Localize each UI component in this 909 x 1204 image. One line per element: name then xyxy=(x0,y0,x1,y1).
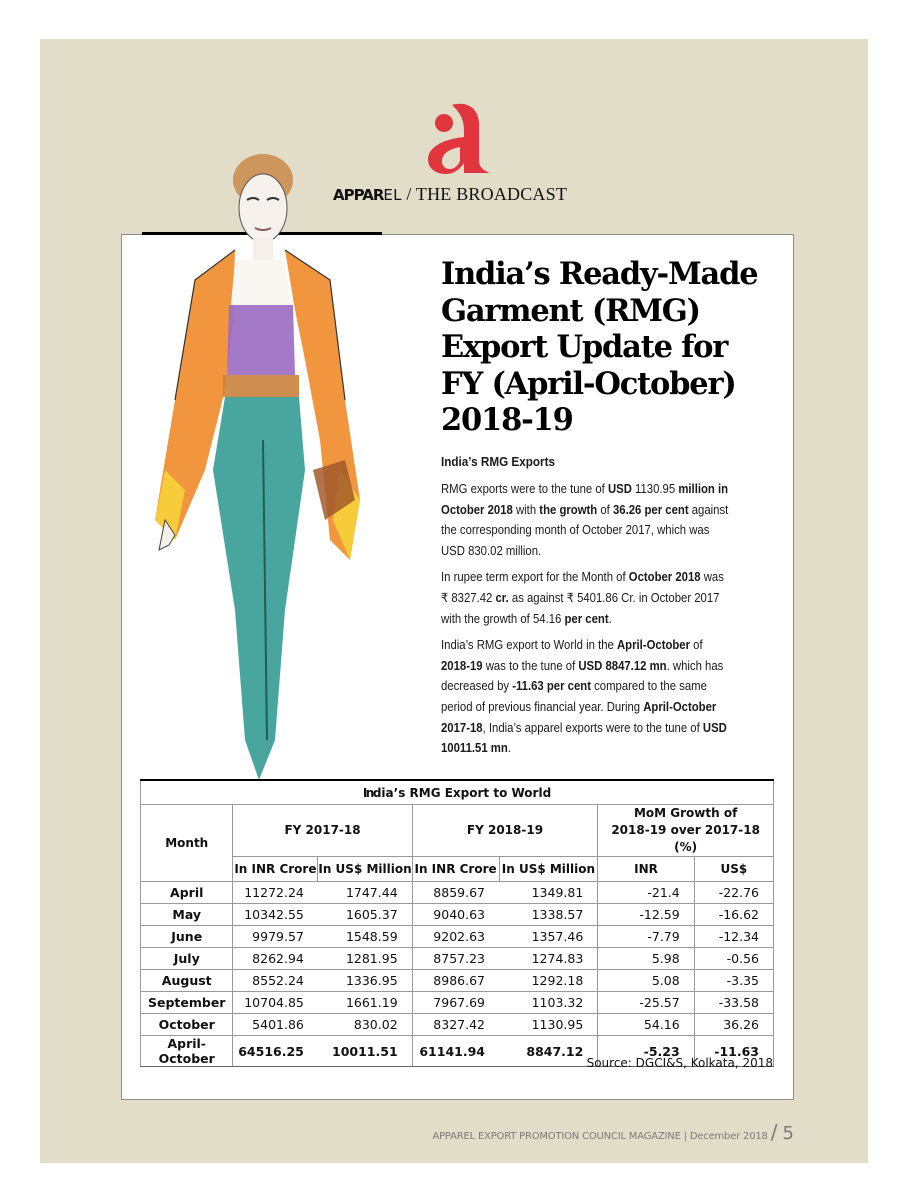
header-inr-crore-1819: In INR Crore xyxy=(412,857,499,882)
inr-1819-cell: 7967.69 xyxy=(412,992,499,1014)
inr-1819-cell: 8986.67 xyxy=(412,970,499,992)
usd-1718-cell: 1605.37 xyxy=(318,904,412,926)
emphasis-text: USD xyxy=(607,482,632,496)
table-row xyxy=(141,992,774,1014)
header-mom-growth: MoM Growth of 2018-19 over 2017-18 (%) xyxy=(598,805,774,857)
usd-1819-cell: 1357.46 xyxy=(499,926,598,948)
body-text: . which has decreased by xyxy=(441,658,724,694)
article-subheading: India’s RMG Exports xyxy=(441,454,555,469)
page-number: 5 xyxy=(782,1123,794,1144)
inr-1819-cell: 8327.42 xyxy=(412,1014,499,1036)
body-text: compared to the same period of previous financial year. During xyxy=(441,679,707,714)
article-paragraph xyxy=(441,479,731,561)
growth-inr-cell: -25.57 xyxy=(598,992,694,1014)
body-text: RMG exports were to the tune of xyxy=(441,482,608,496)
usd-1718-cell: 830.02 xyxy=(318,1014,412,1036)
header-growth-usd: US$ xyxy=(694,857,773,882)
growth-usd-cell: 36.26 xyxy=(694,1014,773,1036)
table-row xyxy=(141,904,774,926)
usd-1718-cell: 1336.95 xyxy=(318,970,412,992)
table-source: Source: DGCI&S, Kolkata, 2018 xyxy=(586,1056,773,1070)
brand-name-light: EL xyxy=(383,186,402,204)
emphasis-text: -11.63 per cent xyxy=(512,679,591,694)
table-row xyxy=(141,1014,774,1036)
usd-1819-cell: 1130.95 xyxy=(499,1014,598,1036)
table-title: India’s RMG Export to World xyxy=(141,780,774,805)
table-row xyxy=(141,970,774,992)
header-usd-million-1819: In US$ Million xyxy=(499,857,598,882)
usd-1718-cell: 10011.51 xyxy=(318,1036,412,1067)
usd-1819-cell: 1292.18 xyxy=(499,970,598,992)
article-headline xyxy=(441,256,771,439)
headline-line: FY (April-October) xyxy=(441,365,736,402)
header-growth-inr: INR xyxy=(598,857,694,882)
fashion-illustration xyxy=(135,140,385,810)
month-cell: September xyxy=(141,992,233,1014)
emphasis-text: cr. xyxy=(495,590,509,605)
body-text: In rupee term export for the Month of xyxy=(441,570,629,585)
month-cell: July xyxy=(141,948,233,970)
inr-1718-cell: 10704.85 xyxy=(233,992,318,1014)
inr-1718-cell: 5401.86 xyxy=(233,1014,318,1036)
growth-usd-cell: -3.35 xyxy=(694,970,773,992)
header-usd-million-1718: In US$ Million xyxy=(318,857,412,882)
growth-inr-cell: -5.23 xyxy=(598,1036,694,1067)
brand-name-bold: APPAR xyxy=(333,186,384,204)
emphasis-text: USD 8847.12 mn xyxy=(578,658,667,673)
emphasis-text: the growth xyxy=(539,502,598,517)
growth-usd-cell: -11.63 xyxy=(694,1036,773,1067)
article-paragraph xyxy=(441,635,731,759)
body-text: of xyxy=(690,638,703,653)
footer-slash: / xyxy=(770,1120,778,1144)
section-name: / THE BROADCAST xyxy=(401,184,568,204)
body-text: India’s RMG export to World in the xyxy=(441,638,617,653)
header-month: Month xyxy=(141,805,233,882)
table-row xyxy=(141,948,774,970)
body-text: was ₹ 8327.42 xyxy=(441,570,724,605)
emphasis-text: USD 10011.51 mn xyxy=(441,720,727,756)
body-text: as against ₹ 5401.86 Cr. in October 2017 with the growth of 54.16 xyxy=(441,590,720,626)
inr-1819-cell: 8859.67 xyxy=(412,882,499,904)
usd-1718-cell: 1548.59 xyxy=(318,926,412,948)
inr-1819-cell: 61141.94 xyxy=(412,1036,499,1067)
inr-1718-cell: 8552.24 xyxy=(233,970,318,992)
magazine-credit: APPAREL EXPORT PROMOTION COUNCIL MAGAZINE | December 2018 xyxy=(432,1131,768,1142)
article-body xyxy=(441,452,731,765)
apparel-logo-icon xyxy=(422,101,492,175)
body-text: was to the tune of xyxy=(482,658,579,673)
growth-inr-cell: 54.16 xyxy=(598,1014,694,1036)
usd-1819-cell: 1338.57 xyxy=(499,904,598,926)
body-text: 1130.95 xyxy=(631,482,679,496)
table-row xyxy=(141,926,774,948)
emphasis-text: million in October 2018 xyxy=(441,482,729,517)
growth-usd-cell: -0.56 xyxy=(694,948,773,970)
inr-1718-cell: 8262.94 xyxy=(233,948,318,970)
growth-inr-cell: -7.79 xyxy=(598,926,694,948)
inr-1718-cell: 11272.24 xyxy=(233,882,318,904)
growth-usd-cell: -33.58 xyxy=(694,992,773,1014)
headline-line: Export Update for xyxy=(441,329,728,365)
growth-usd-cell: -16.62 xyxy=(694,904,773,926)
usd-1819-cell: 1274.83 xyxy=(499,948,598,970)
inr-1819-cell: 8757.23 xyxy=(412,948,499,970)
growth-inr-cell: -21.4 xyxy=(598,882,694,904)
table-row xyxy=(141,882,774,904)
inr-1819-cell: 9040.63 xyxy=(412,904,499,926)
emphasis-text: per cent xyxy=(564,611,609,626)
article-paragraph xyxy=(441,567,731,629)
header-fy-2017-18: FY 2017-18 xyxy=(233,805,412,857)
usd-1819-cell: 1349.81 xyxy=(499,882,598,904)
inr-1718-cell: 10342.55 xyxy=(233,904,318,926)
month-cell: August xyxy=(141,970,233,992)
month-cell: June xyxy=(141,926,233,948)
month-cell: April-October xyxy=(141,1036,233,1067)
rmg-export-table xyxy=(140,779,774,1067)
emphasis-text: April-October xyxy=(616,638,691,653)
page-footer xyxy=(432,1120,794,1144)
emphasis-text: 36.26 per cent xyxy=(612,502,689,517)
growth-inr-cell: -12.59 xyxy=(598,904,694,926)
growth-usd-cell: -22.76 xyxy=(694,882,773,904)
usd-1819-cell: 1103.32 xyxy=(499,992,598,1014)
growth-inr-cell: 5.08 xyxy=(598,970,694,992)
body-text: against the corresponding month of October 2017, which was USD 830.02 million. xyxy=(441,502,729,558)
body-text: of xyxy=(597,502,613,517)
month-cell: April xyxy=(141,882,233,904)
inr-1718-cell: 64516.25 xyxy=(233,1036,318,1067)
body-text: . xyxy=(507,741,511,756)
month-cell: May xyxy=(141,904,233,926)
emphasis-text: 2018-19 xyxy=(441,658,483,673)
growth-usd-cell: -12.34 xyxy=(694,926,773,948)
header-inr-crore-1718: In INR Crore xyxy=(233,857,318,882)
emphasis-text: April-October 2017-18 xyxy=(441,699,717,735)
emphasis-text: October 2018 xyxy=(628,570,701,585)
inr-1718-cell: 9979.57 xyxy=(233,926,318,948)
header-fy-2018-19: FY 2018-19 xyxy=(412,805,598,857)
usd-1718-cell: 1281.95 xyxy=(318,948,412,970)
headline-line: Garment (RMG) xyxy=(441,292,700,329)
body-text: . xyxy=(608,611,612,626)
headline-line: 2018-19 xyxy=(441,402,573,438)
growth-inr-cell: 5.98 xyxy=(598,948,694,970)
headline-line: India’s Ready-Made xyxy=(441,256,758,292)
usd-1718-cell: 1661.19 xyxy=(318,992,412,1014)
body-text: , India’s apparel exports were to the tune of xyxy=(482,720,703,735)
usd-1819-cell: 8847.12 xyxy=(499,1036,598,1067)
month-cell: October xyxy=(141,1014,233,1036)
inr-1819-cell: 9202.63 xyxy=(412,926,499,948)
body-text: with xyxy=(512,502,540,517)
usd-1718-cell: 1747.44 xyxy=(318,882,412,904)
